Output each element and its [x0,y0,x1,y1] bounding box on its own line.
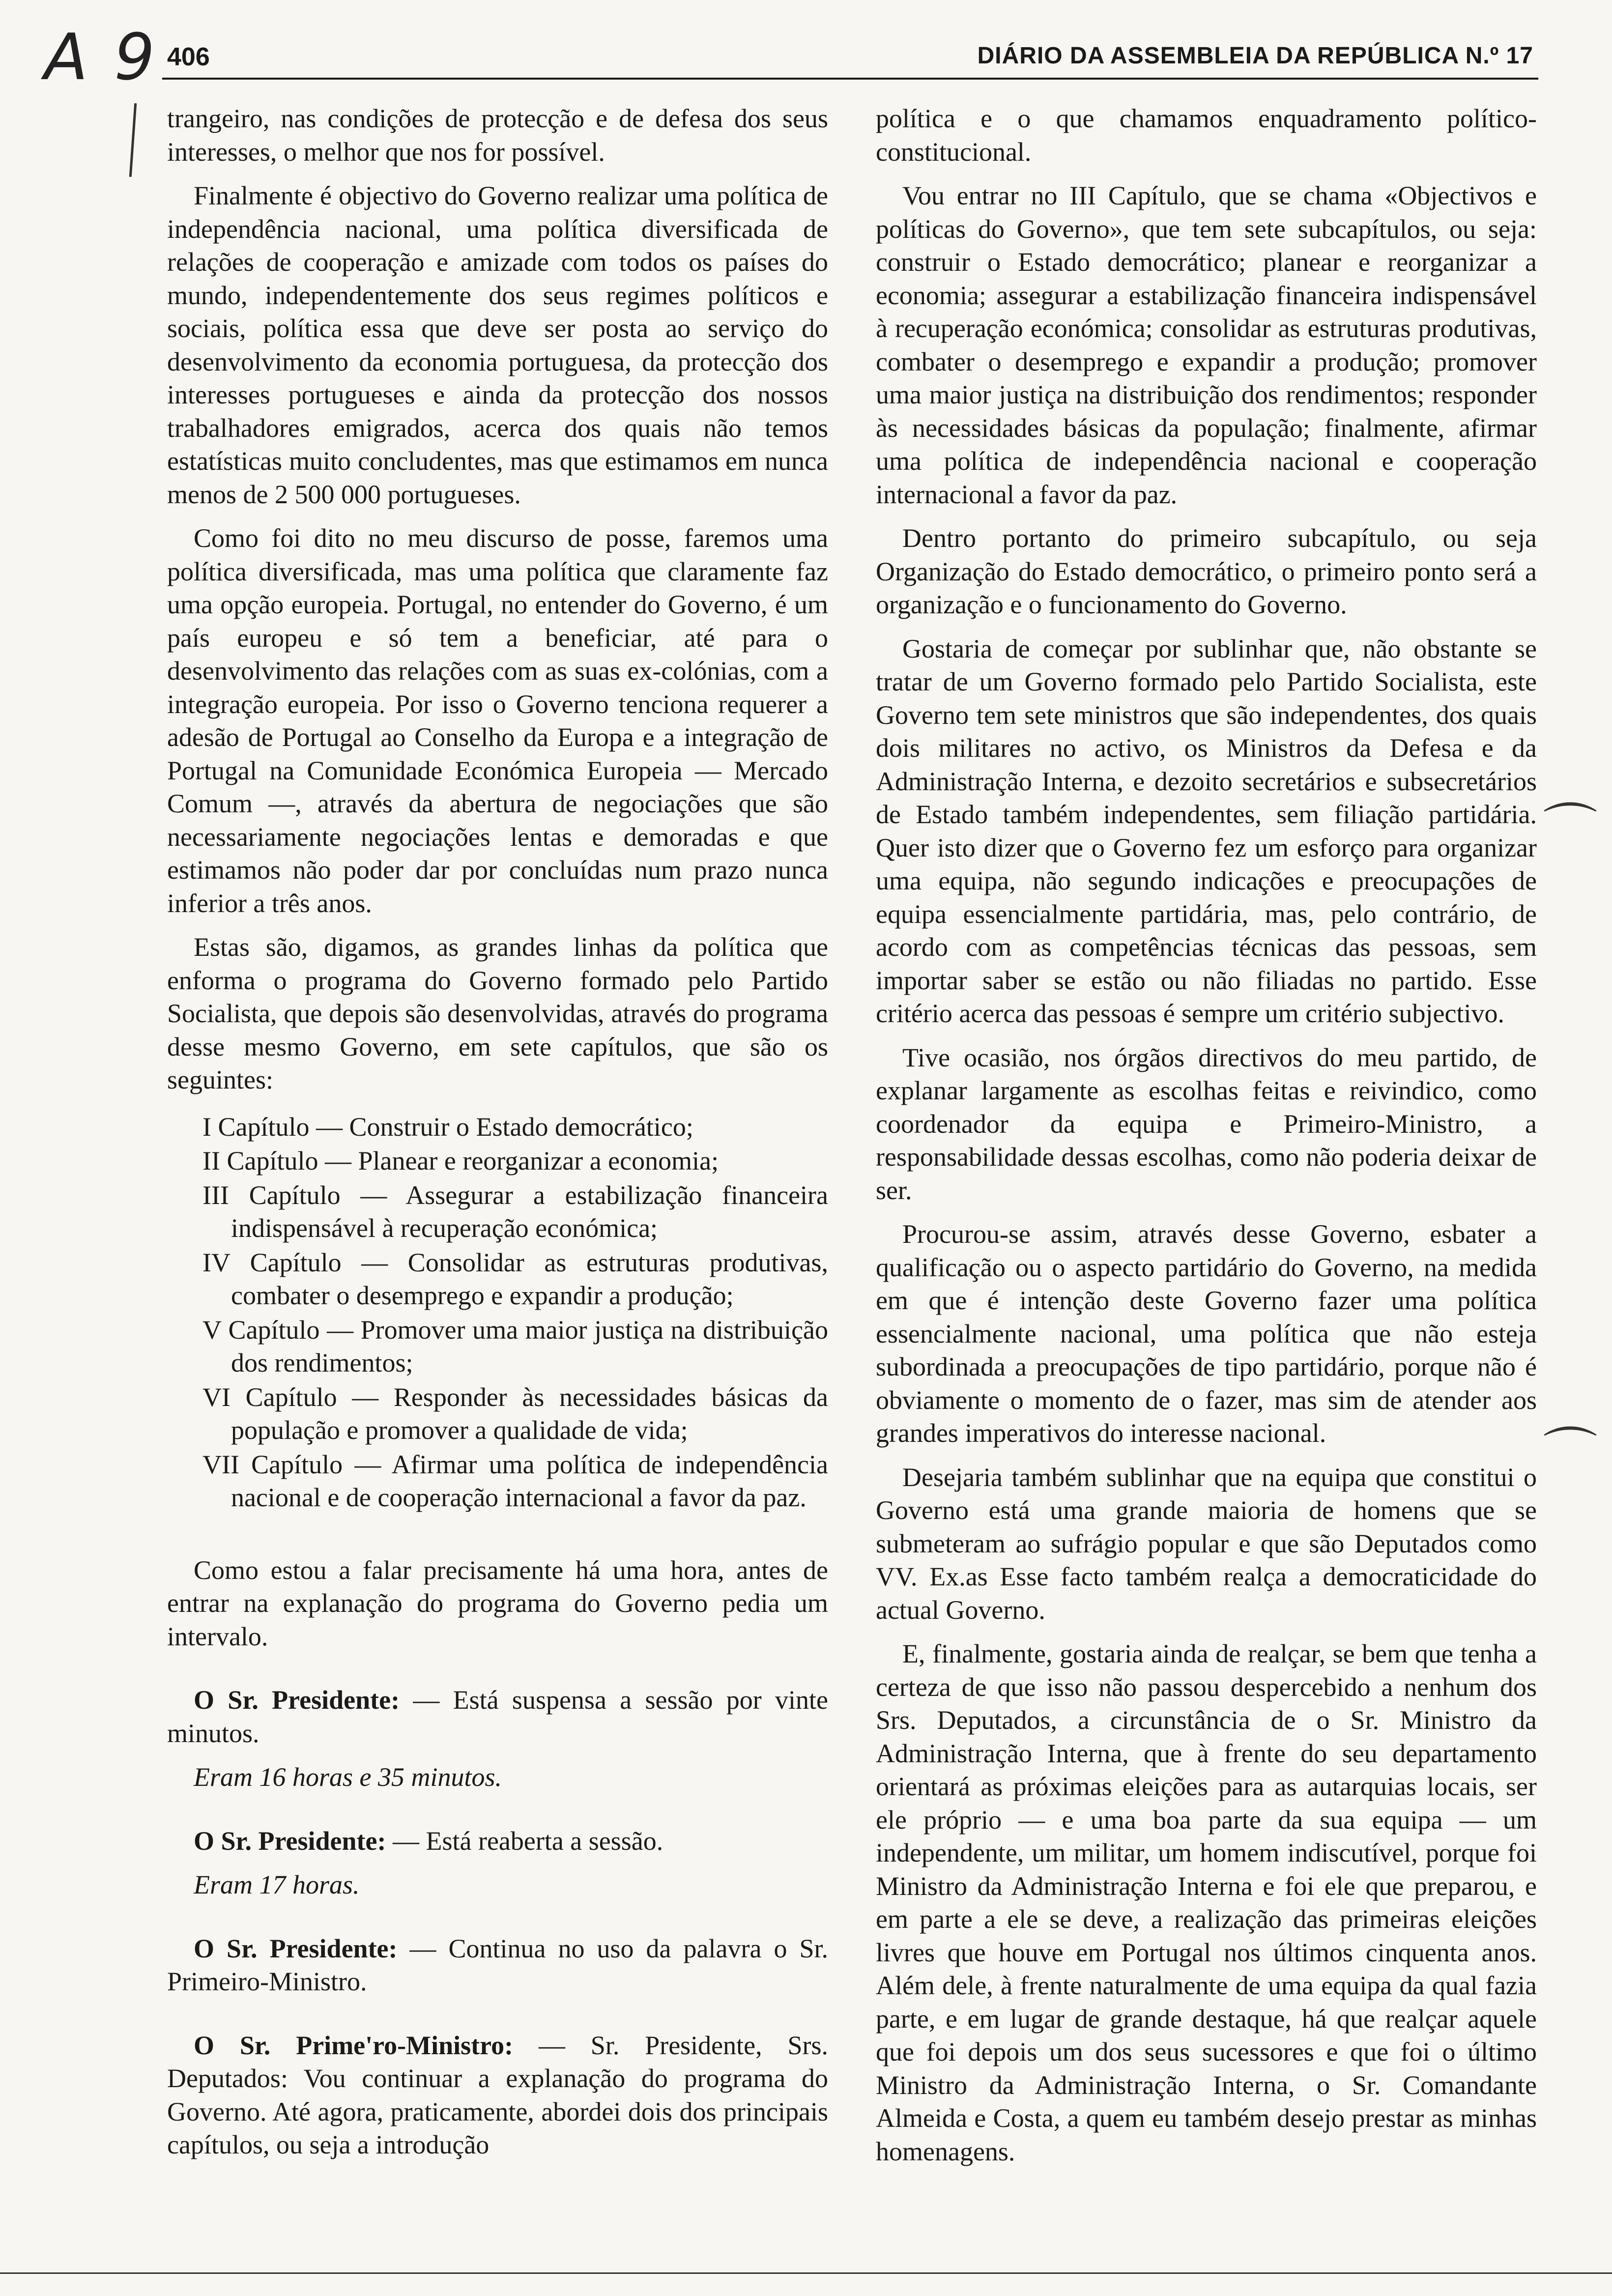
speaker-name: O Sr. Presidente: [194,1826,386,1856]
speaker-name: O Sr. Prime'ro-Ministro: [194,2030,514,2060]
speech-text: — Está reaberta a sessão. [386,1826,663,1856]
chapter-item: I Capítulo — Construir o Estado democrático; [202,1112,693,1142]
speech-text: — Sr. Presidente, Srs. Deputados: Vou continuar a explanação do programa do Governo. Até agora, praticamente, abordei dois dos principais capítulos, ou seja a introdução [167,2030,828,2159]
paragraph: Finalmente é objectivo do Governo realizar uma política de independência nacional, uma política diversificada de relações de cooperação e amizade com todos os países do mundo, independentemente dos seus regimes políticos e sociais, política essa que deve ser posta ao serviço do desenvolvimento da economia portuguesa, da protecção dos interesses portugueses e ainda da protecção dos nossos trabalhadores emigrados, acerca dos quais não temos estatísticas muito concludentes, mas que estimamos em nunca menos de 2 500 000 portugueses. [167,181,828,509]
paragraph: trangeiro, nas condições de protecção e de defesa dos seus interesses, o melhor que nos for possível. [167,104,828,167]
speaker-turn [167,2029,828,2162]
running-head: DIÁRIO DA ASSEMBLEIA DA REPÚBLICA N.º 17 [977,43,1533,69]
speech-text: — Está suspensa a sessão por vinte minutos. [167,1685,828,1748]
speaker-turn [167,1825,828,1858]
right-column [876,102,1537,2179]
paragraph: Procurou-se assim, através desse Governo, esbater a qualificação ou o aspecto partidário do Governo, na medida em que é intenção deste Governo fazer uma política essencialmente nacional, uma política que não esteja subordinada a preocupações de tipo partidário, porque não é obviamente o momento de o fazer, mas sim de atender aos grandes imperativos do interesse nacional. [876,1219,1537,1448]
chapter-item: IV Capítulo — Consolidar as estruturas produtivas, combater o desemprego e expandir a produção; [202,1247,828,1310]
speaker-name: O Sr. Presidente: [194,1933,398,1963]
paragraph: Tive ocasião, nos órgãos directivos do meu partido, de explanar largamente as escolhas feitas e reivindico, como coordenador da equipa e Primeiro-Ministro, a responsabilidade dessas escolhas, como não poderia deixar de ser. [876,1042,1537,1205]
speaker-turn [167,1932,828,1999]
handwritten-bracket-mark: ⌒ [1543,1422,1597,1485]
stage-direction: Eram 17 horas. [194,1870,360,1899]
handwritten-margin-note: A 9 [44,20,158,94]
chapter-item: III Capítulo — Assegurar a estabilização financeira indispensável à recuperação económica; [202,1180,828,1243]
speaker-name: O Sr. Presidente: [194,1685,400,1715]
handwritten-bracket-mark: ⌒ [1543,798,1597,861]
paragraph: Gostaria de começar por sublinhar que, não obstante se tratar de um Governo formado pelo Partido Socialista, este Governo tem sete ministros que são independentes, dos quais dois militares no activo, os Ministros da Defesa e da Administração Interna, e dezoito secretários e subsecretários de Estado também independentes, sem filiação partidária. Quer isto dizer que o Governo fez um esforço para organizar uma equipa, não segundo indicações e preocupações de equipa essencialmente partidária, mas, pelo contrário, de acordo com as competências técnicas das pessoas, sem importar saber se estão ou não filiadas no partido. Esse critério acerca das pessoas é sempre um critério subjectivo. [876,633,1537,1028]
paragraph: Desejaria também sublinhar que na equipa que constitui o Governo está uma grande maioria de homens que se submeteram ao sufrágio popular e que são Deputados como VV. Ex.as Esse facto também realça a democraticidade do actual Governo. [876,1462,1537,1625]
header-rule [162,78,1538,80]
paragraph: Vou entrar no III Capítulo, que se chama «Objectivos e políticas do Governo», que tem sete subcapítulos, ou seja: construir o Estado democrático; planear e reorganizar a economia; assegurar a estabilização financeira indispensável à recuperação económica; consolidar as estruturas produtivas, combater o desemprego e expandir a produção; promover uma maior justiça na distribuição dos rendimentos; responder às necessidades básicas da população; finalmente, afirmar uma política de independência nacional e cooperação internacional a favor da paz. [876,181,1537,509]
speaker-turn [167,1684,828,1750]
footer-rule [0,2272,1612,2274]
chapter-item: VI Capítulo — Responder às necessidades básicas da população e promover a qualidade de vida; [202,1382,828,1445]
handwritten-margin-bar [129,103,137,177]
paragraph: Como estou a falar precisamente há uma hora, antes de entrar na explanação do programa do Governo pedia um intervalo. [167,1555,828,1651]
paragraph: Como foi dito no meu discurso de posse, faremos uma política diversificada, mas uma política que claramente faz uma opção europeia. Portugal, no entender do Governo, é um país europeu e só tem a beneficiar, até para o desenvolvimento das relações com as suas ex-colónias, com a integração europeia. Por isso o Governo tenciona requerer a adesão de Portugal ao Conselho da Europa e a integração de Portugal na Comunidade Económica Europeia — Mercado Comum —, através da abertura de negociações que são necessariamente negociações lentas e demoradas e que estimamos não poder dar por concluídas num prazo nunca inferior a três anos. [167,523,828,918]
chapter-item: II Capítulo — Planear e reorganizar a economia; [202,1146,719,1176]
chapter-item: VII Capítulo — Afirmar uma política de independência nacional e de cooperação internacional a favor da paz. [202,1449,828,1512]
paragraph: Estas são, digamos, as grandes linhas da política que enforma o programa do Governo formado pelo Partido Socialista, que depois são desenvolvidas, através do programa desse mesmo Governo, em sete capítulos, que são os seguintes: [167,932,828,1094]
chapter-item: V Capítulo — Promover uma maior justiça na distribuição dos rendimentos; [202,1315,828,1378]
stage-direction: Eram 16 horas e 35 minutos. [194,1762,502,1792]
paragraph: política e o que chamamos enquadramento político-constitucional. [876,104,1537,167]
left-column [167,102,828,2173]
paragraph: Dentro portanto do primeiro subcapítulo, ou seja Organização do Estado democrático, o primeiro ponto será a organização e o funcionamento do Governo. [876,523,1537,619]
chapter-list [167,1111,828,1515]
speech-text: — Continua no uso da palavra o Sr. Primeiro-Ministro. [167,1933,828,1996]
paragraph: E, finalmente, gostaria ainda de realçar, se bem que tenha a certeza de que isso não passou despercebido a nenhum dos Srs. Deputados, a circunstância de o Sr. Ministro da Administração Interna, que à frente do seu departamento orientará as próximas eleições para as autarquias locais, ser ele próprio — e uma boa parte da sua equipa — um independente, um militar, um homem indiscutível, porque foi Ministro da Administração Interna e foi ele que preparou, e em parte a ele se deve, a realização das primeiras eleições livres que houve em Portugal nos últimos cinquenta anos. Além dele, à frente naturalmente de uma equipa da qual fazia parte, e em lugar de grande destaque, há que realçar aquele que foi depois um dos seus sucessores e que foi o último Ministro da Administração Interna, o Sr. Comandante Almeida e Costa, a quem eu também desejo prestar as minhas homenagens. [876,1639,1537,2166]
page-number: 406 [167,43,210,71]
